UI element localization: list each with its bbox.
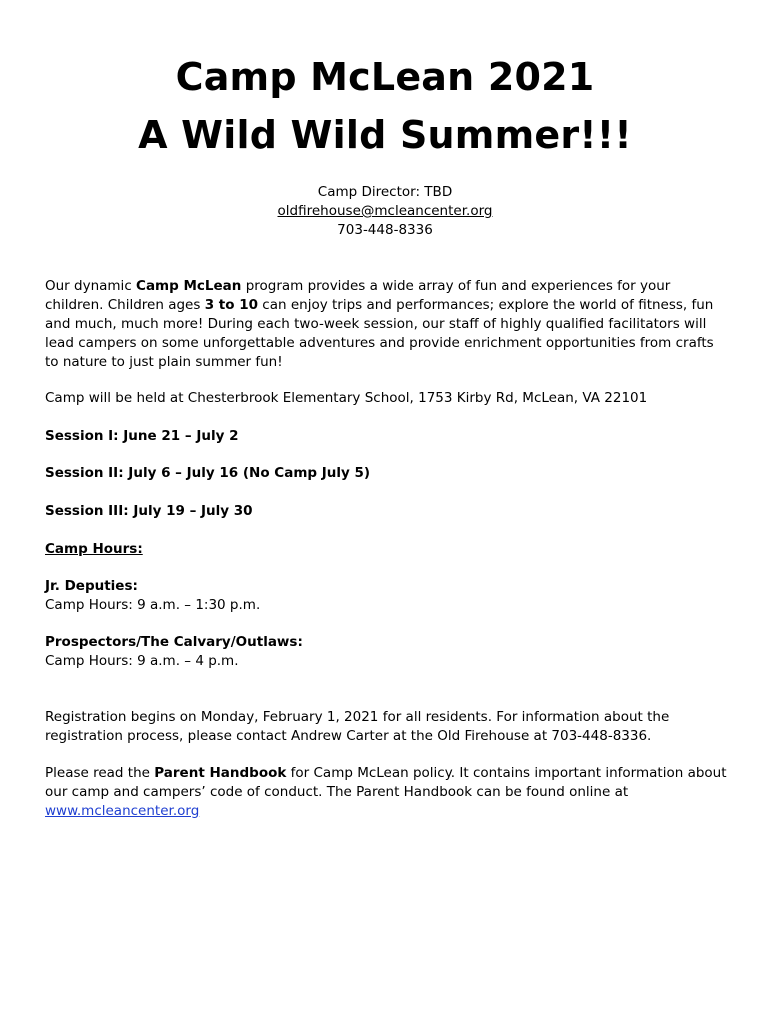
- intro-camp-name: Camp McLean: [136, 278, 242, 294]
- session-3: Session III: July 19 – July 30: [45, 503, 253, 519]
- website-link[interactable]: www.mcleancenter.org: [45, 803, 200, 819]
- session-2: Session II: July 6 – July 16 (No Camp July 5): [45, 465, 371, 481]
- group-hours: Camp Hours: 9 a.m. – 1:30 p.m.: [45, 597, 261, 613]
- intro-ages: 3 to 10: [204, 297, 258, 313]
- handbook-paragraph: [45, 764, 730, 821]
- hours-group-jr-deputies: [45, 577, 730, 615]
- camp-hours-heading: Camp Hours:: [45, 541, 143, 557]
- group-hours: Camp Hours: 9 a.m. – 4 p.m.: [45, 653, 239, 669]
- handbook-text-1: Please read the: [45, 765, 155, 781]
- page-title: Camp McLean 2021: [175, 55, 595, 99]
- registration-paragraph: Registration begins on Monday, February 1, 2021 for all residents. For information about the registration process, please contact Andrew Carter at the Old Firehouse at 703-448-8336.: [45, 709, 670, 744]
- intro-paragraph: [45, 277, 730, 372]
- handbook-title: Parent Handbook: [154, 765, 287, 781]
- page-subtitle: A Wild Wild Summer!!!: [138, 113, 632, 157]
- intro-text-3: can enjoy trips and performances; explore the world of fitness, fun and much, much more! During each two-week session, our staff of highly qualified facilitators will lead campers on some unforgettable adventures and provide enrichment opportunities from crafts to nature to just plain summer fun!: [45, 297, 714, 370]
- intro-text-2: program provides a wide array of fun and experiences for your children. Children ages: [45, 278, 671, 313]
- hours-group-prospectors: [45, 633, 730, 671]
- group-name: Jr. Deputies:: [45, 578, 138, 594]
- phone-number: 703-448-8336: [337, 222, 433, 238]
- group-name: Prospectors/The Calvary/Outlaws:: [45, 634, 303, 650]
- intro-text-1: Our dynamic: [45, 278, 137, 294]
- email-link[interactable]: oldfirehouse@mcleancenter.org: [277, 203, 493, 219]
- session-1: Session I: June 21 – July 2: [45, 428, 239, 444]
- contact-block: [0, 183, 770, 240]
- camp-director: Camp Director: TBD: [317, 184, 453, 200]
- handbook-text-2: for Camp McLean policy. It contains important information about our camp and campers’ code of conduct. The Parent Handbook can be found online at: [45, 765, 727, 800]
- location-paragraph: Camp will be held at Chesterbrook Elementary School, 1753 Kirby Rd, McLean, VA 22101: [45, 390, 648, 406]
